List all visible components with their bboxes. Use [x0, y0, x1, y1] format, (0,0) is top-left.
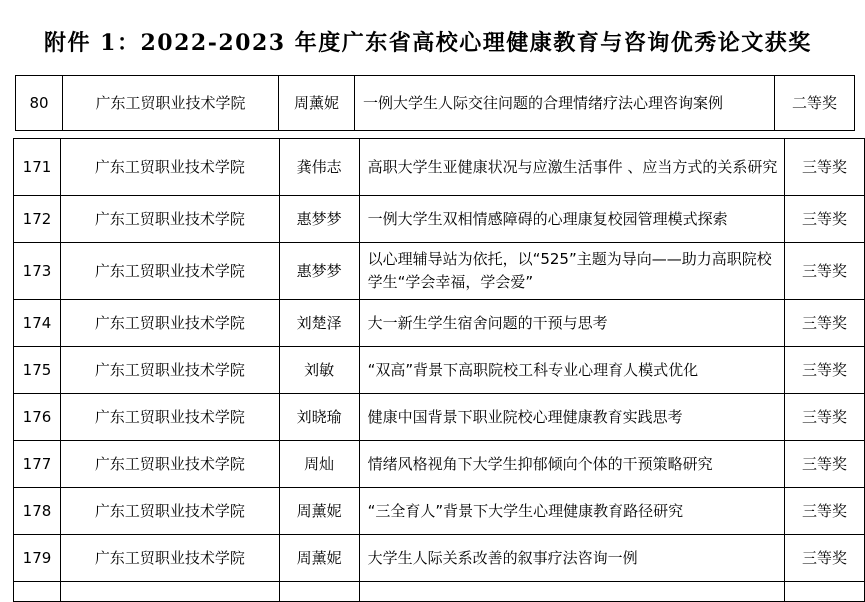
cell-author: 周薰妮 [279, 535, 359, 582]
cell-award: 三等奖 [785, 243, 865, 300]
cell-author: 龚伟志 [279, 139, 359, 196]
cell-school: 广东工贸职业技术学院 [60, 441, 279, 488]
cell-paper-title: 大一新生学生宿舍问题的干预与思考 [359, 300, 785, 347]
cell-paper-title: 情绪风格视角下大学生抑郁倾向个体的干预策略研究 [359, 441, 785, 488]
cell-author: 周薰妮 [279, 488, 359, 535]
cell-school: 广东工贸职业技术学院 [60, 300, 279, 347]
cell-award: 二等奖 [775, 76, 855, 131]
cell-author: 刘敏 [279, 347, 359, 394]
cell-award: 三等奖 [785, 441, 865, 488]
cell-paper-title: 健康中国背景下职业院校心理健康教育实践思考 [359, 394, 785, 441]
cell-award: 三等奖 [785, 196, 865, 243]
cell-author: 惠梦梦 [279, 196, 359, 243]
cell-number: 178 [14, 488, 61, 535]
cell-award: 三等奖 [785, 535, 865, 582]
cell-author: 周薰妮 [279, 76, 355, 131]
table-row [14, 300, 865, 347]
cell-number: 173 [14, 243, 61, 300]
cell-school: 广东工贸职业技术学院 [60, 394, 279, 441]
cell-author: 刘楚泽 [279, 300, 359, 347]
cell-school: 广东工贸职业技术学院 [60, 488, 279, 535]
table-row [14, 347, 865, 394]
cell-paper-title: 一例大学生双相情感障碍的心理康复校园管理模式探索 [359, 196, 785, 243]
cell-number: 80 [16, 76, 63, 131]
cell-number: 176 [14, 394, 61, 441]
cell-author: 惠梦梦 [279, 243, 359, 300]
cell-paper-title: 一例大学生人际交往问题的合理情绪疗法心理咨询案例 [355, 76, 775, 131]
cell-paper-title: “三全育人”背景下大学生心理健康教育路径研究 [359, 488, 785, 535]
cell-award: 三等奖 [785, 347, 865, 394]
cell-author: 周灿 [279, 441, 359, 488]
document-title: 附件 1：2022-2023 年度广东省高校心理健康教育与咨询优秀论文获奖 [44, 30, 812, 56]
cell-paper-title: 大学生人际关系改善的叙事疗法咨询一例 [359, 535, 785, 582]
table-row [14, 441, 865, 488]
cell-number: 179 [14, 535, 61, 582]
table-row [14, 535, 865, 582]
table-row [14, 139, 865, 196]
award-table-top-fragment [15, 75, 855, 131]
cell-paper-title: “双高”背景下高职院校工科专业心理育人模式优化 [359, 347, 785, 394]
cell-paper-title: 以心理辅导站为依托，以“525”主题为导向——助力高职院校学生“学会幸福，学会爱” [359, 243, 785, 300]
cell-school: 广东工贸职业技术学院 [60, 243, 279, 300]
cell-school: 广东工贸职业技术学院 [60, 196, 279, 243]
cell-award: 三等奖 [785, 139, 865, 196]
table-row [14, 243, 865, 300]
cell-award: 三等奖 [785, 488, 865, 535]
cell-paper-title: 高职大学生亚健康状况与应激生活事件 、应当方式的关系研究 [359, 139, 785, 196]
table-row [14, 488, 865, 535]
cell-author: 刘晓瑜 [279, 394, 359, 441]
table-row [16, 76, 855, 131]
cell-school: 广东工贸职业技术学院 [63, 76, 279, 131]
award-table [13, 138, 865, 602]
table-row [14, 394, 865, 441]
cell-number: 172 [14, 196, 61, 243]
cell-school: 广东工贸职业技术学院 [60, 347, 279, 394]
cell-school: 广东工贸职业技术学院 [60, 535, 279, 582]
cell-school: 广东工贸职业技术学院 [60, 139, 279, 196]
cell-award: 三等奖 [785, 394, 865, 441]
cell-number: 174 [14, 300, 61, 347]
cell-number: 175 [14, 347, 61, 394]
cell-number: 177 [14, 441, 61, 488]
cell-award: 三等奖 [785, 300, 865, 347]
table-row [14, 196, 865, 243]
cell-number: 171 [14, 139, 61, 196]
